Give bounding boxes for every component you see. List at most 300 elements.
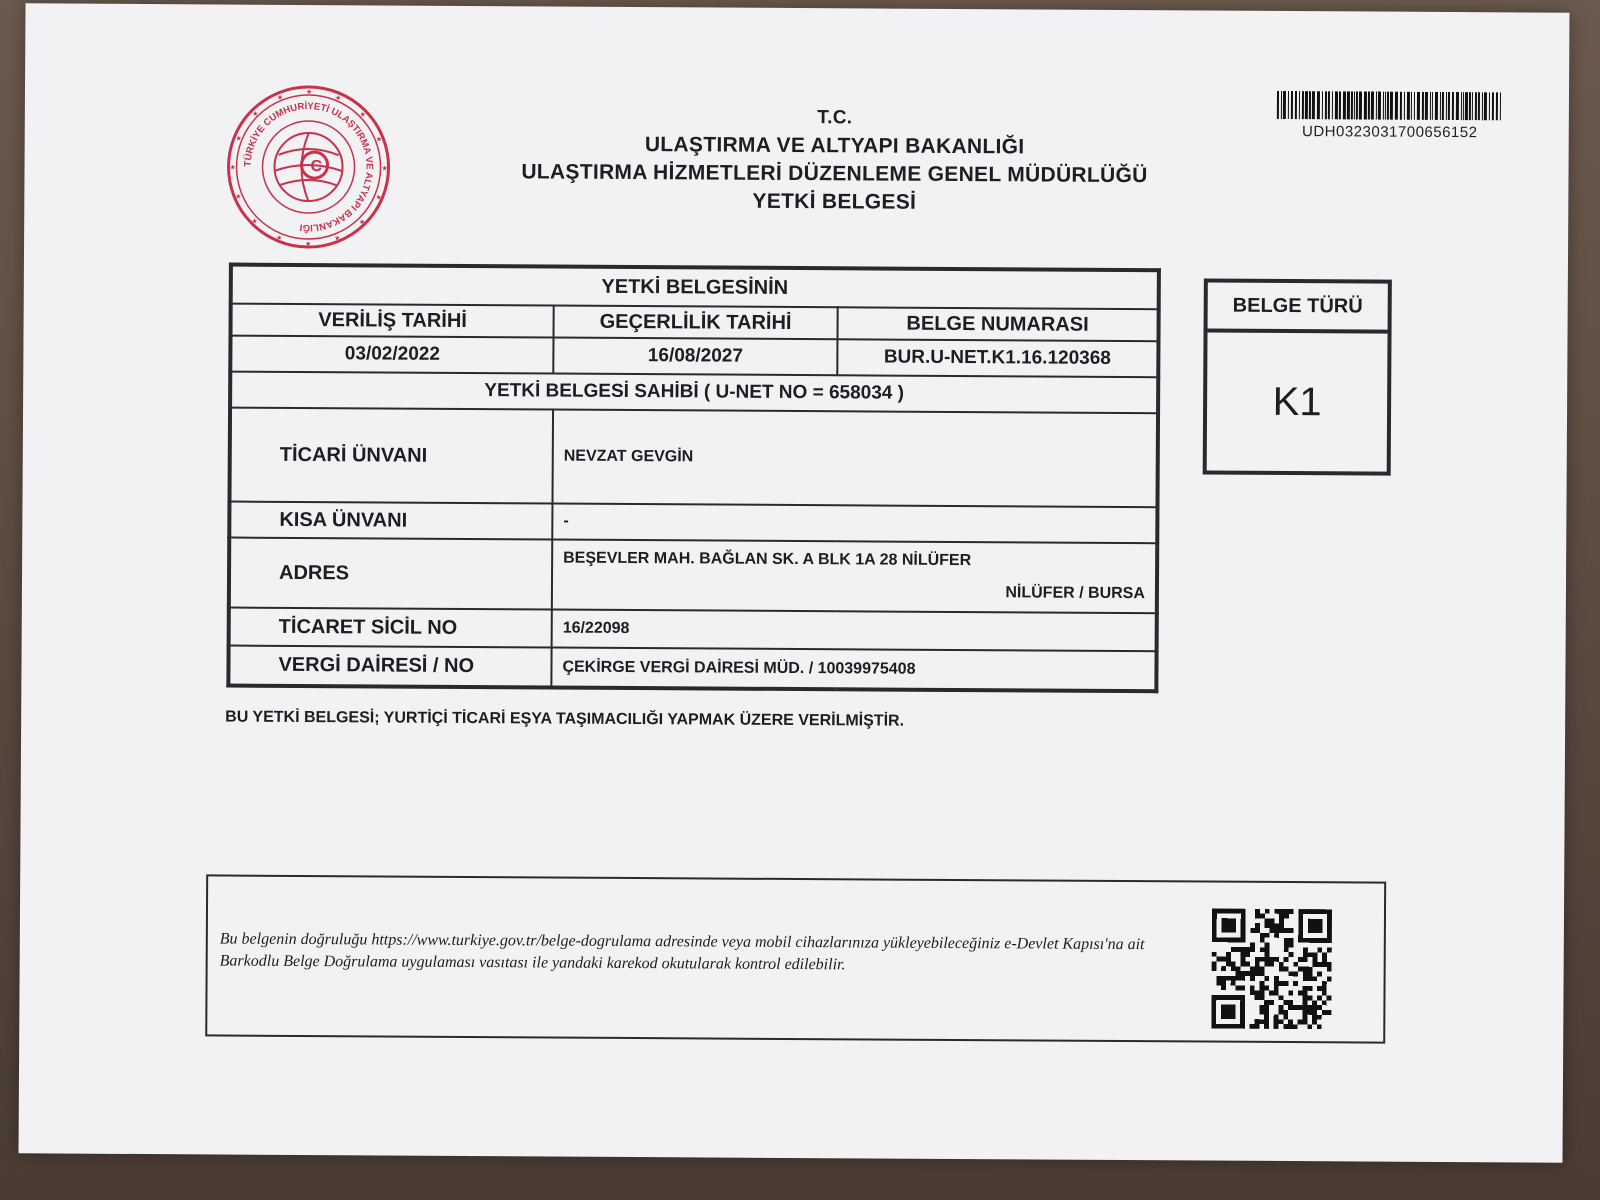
qr-module — [1264, 1000, 1269, 1005]
qr-module — [1303, 996, 1308, 1001]
qr-module — [1216, 981, 1221, 986]
qr-module — [1241, 947, 1246, 952]
barcode-bar — [1387, 92, 1389, 120]
qr-module — [1274, 957, 1279, 962]
qr-module — [1327, 962, 1332, 967]
qr-module — [1312, 1010, 1317, 1015]
barcode-bar — [1414, 92, 1415, 120]
qr-module — [1322, 1000, 1327, 1005]
barcode-bar — [1317, 91, 1320, 119]
qr-module — [1259, 1005, 1264, 1010]
qr-module — [1283, 1010, 1288, 1015]
qr-module — [1265, 923, 1270, 928]
barcode-bar — [1456, 92, 1459, 120]
trade-name-value: NEVZAT GEVGİN — [552, 410, 1158, 508]
qr-module — [1274, 976, 1279, 981]
qr-module — [1231, 961, 1236, 966]
qr-module — [1303, 1005, 1308, 1010]
barcode-bar — [1440, 92, 1441, 120]
qr-module — [1312, 1015, 1317, 1020]
qr-module — [1240, 962, 1245, 967]
header-directorate: ULAŞTIRMA HİZMETLERİ DÜZENLEME GENEL MÜDÜRLÜĞÜ — [521, 160, 1148, 188]
qr-module — [1245, 971, 1250, 976]
qr-module — [1312, 1005, 1317, 1010]
qr-module — [1260, 938, 1265, 943]
qr-module — [1274, 1024, 1279, 1029]
qr-module — [1231, 981, 1236, 986]
qr-module — [1303, 1010, 1308, 1015]
qr-module — [1245, 962, 1250, 967]
qr-module — [1274, 928, 1279, 933]
seal-star: ★ — [335, 94, 342, 103]
barcode-bar — [1404, 92, 1405, 120]
qr-module — [1274, 991, 1279, 996]
seal-star: ★ — [235, 135, 242, 143]
qr-module — [1293, 962, 1298, 967]
qr-code-icon[interactable] — [1211, 909, 1332, 1030]
seal-star: ★ — [381, 165, 388, 173]
barcode-bar — [1283, 91, 1286, 119]
doc-number: BUR.U-NET.K1.16.120368 — [837, 339, 1158, 377]
qr-module — [1317, 948, 1322, 953]
seal-star: ★ — [305, 241, 312, 249]
qr-module — [1221, 976, 1226, 981]
qr-module — [1270, 919, 1275, 924]
qr-module — [1284, 909, 1289, 914]
barcode-bar — [1461, 92, 1462, 120]
barcode-bar — [1312, 91, 1315, 119]
qr-module — [1289, 938, 1294, 943]
qr-module — [1303, 1015, 1308, 1020]
barcode-bar — [1356, 91, 1358, 119]
qr-module — [1312, 957, 1317, 962]
col-doc-number: BELGE NUMARASI — [837, 307, 1158, 341]
barcode-bar — [1335, 91, 1338, 119]
qr-module — [1274, 981, 1279, 986]
qr-module — [1250, 971, 1255, 976]
qr-module — [1255, 923, 1260, 928]
qr-module — [1327, 976, 1332, 981]
qr-module — [1260, 986, 1265, 991]
qr-module — [1250, 928, 1255, 933]
qr-module — [1236, 947, 1241, 952]
qr-module — [1322, 952, 1327, 957]
qr-module — [1317, 962, 1322, 967]
qr-module — [1264, 1024, 1269, 1029]
qr-module — [1264, 1005, 1269, 1010]
qr-module — [1274, 1015, 1279, 1020]
barcode-bar — [1496, 92, 1498, 120]
qr-module — [1255, 957, 1260, 962]
qr-module — [1317, 986, 1322, 991]
qr-module — [1307, 1024, 1312, 1029]
barcode-bar — [1425, 92, 1428, 120]
qr-module — [1298, 1019, 1303, 1024]
qr-module — [1255, 990, 1260, 995]
qr-module — [1308, 976, 1313, 981]
seal-star: ★ — [375, 136, 383, 144]
barcode-bar — [1500, 92, 1501, 120]
qr-module — [1303, 967, 1308, 972]
qr-module — [1289, 928, 1294, 933]
qr-module — [1298, 1005, 1303, 1010]
qr-module — [1303, 991, 1308, 996]
seal-center-mark: C — [310, 158, 323, 176]
barcode-bar — [1339, 91, 1341, 119]
qr-module — [1250, 990, 1255, 995]
barcode-bar — [1407, 92, 1410, 120]
qr-module — [1289, 943, 1294, 948]
qr-module — [1279, 914, 1284, 919]
qr-module — [1327, 996, 1332, 1001]
qr-module — [1260, 947, 1265, 952]
barcode-bar — [1277, 91, 1279, 119]
qr-module — [1269, 928, 1274, 933]
qr-module — [1283, 1015, 1288, 1020]
qr-module — [1221, 985, 1226, 990]
barcode-bar — [1432, 92, 1433, 120]
qr-module — [1303, 952, 1308, 957]
qr-module — [1279, 995, 1284, 1000]
barcode-bar — [1368, 91, 1370, 119]
qr-module — [1279, 1019, 1284, 1024]
qr-module — [1255, 914, 1260, 919]
address-line-2: NİLÜFER / BURSA — [1005, 584, 1145, 603]
scope-note: BU YETKİ BELGESİ; YURTİÇİ TİCARİ EŞYA TAŞIMACILIĞI YAPMAK ÜZERE VERİLMİŞTİR. — [225, 708, 905, 730]
qr-module — [1313, 952, 1318, 957]
document-paper — [19, 3, 1570, 1162]
qr-module — [1236, 976, 1241, 981]
qr-module — [1308, 952, 1313, 957]
barcode-bar — [1417, 92, 1420, 120]
qr-module — [1298, 967, 1303, 972]
barcode-bar — [1328, 91, 1330, 119]
qr-module — [1265, 933, 1270, 938]
table-title: YETKİ BELGESİNİN — [231, 265, 1159, 310]
barcode-bar — [1446, 92, 1447, 120]
qr-module — [1241, 952, 1246, 957]
qr-module — [1226, 957, 1231, 962]
qr-module — [1264, 962, 1269, 967]
qr-module — [1279, 923, 1284, 928]
qr-module — [1293, 971, 1298, 976]
barcode-bar — [1364, 91, 1367, 119]
qr-module — [1293, 1024, 1298, 1029]
barcode-bar — [1482, 92, 1483, 120]
qr-module — [1226, 952, 1231, 957]
qr-module — [1274, 909, 1279, 914]
barcode-bar — [1325, 91, 1327, 119]
tax-value: ÇEKİRGE VERGİ DAİRESİ MÜD. / 10039975408 — [551, 648, 1156, 692]
qr-module — [1264, 957, 1269, 962]
qr-module — [1307, 996, 1312, 1001]
seal-star: ★ — [359, 111, 366, 119]
qr-module — [1254, 1024, 1259, 1029]
qr-module — [1250, 942, 1255, 947]
qr-module — [1317, 996, 1322, 1001]
barcode-bars — [1275, 91, 1505, 122]
authorization-table — [226, 263, 1161, 694]
header-ministry: ULAŞTIRMA VE ALTYAPI BAKANLIĞI — [644, 133, 1025, 159]
qr-module — [1317, 1024, 1322, 1029]
qr-module — [1265, 918, 1270, 923]
barcode-bar — [1383, 92, 1384, 120]
qr-module — [1283, 1000, 1288, 1005]
barcode-bar — [1347, 91, 1350, 119]
barcode-bar — [1332, 91, 1333, 119]
seal-star: ★ — [375, 194, 382, 202]
qr-module — [1284, 914, 1289, 919]
qr-module — [1240, 971, 1245, 976]
qr-module — [1270, 923, 1275, 928]
barcode-bar — [1452, 92, 1454, 120]
qr-module — [1269, 991, 1274, 996]
header-doc-title: YETKİ BELGESİ — [752, 189, 917, 214]
qr-module — [1289, 909, 1294, 914]
verification-text: Bu belgenin doğruluğu https://www.turkiye.gov.tr/belge-dogrulama adresinde veya mobil cihazlarınıza yükleyebileceğiniz e-Devlet Kapısı'na ait Barkodlu Belge Doğrulama uygulaması vasıtası ile yandaki karekod okutularak kontrol edilebilir. — [219, 930, 1145, 974]
seal-star: ★ — [275, 235, 283, 243]
qr-module — [1279, 919, 1284, 924]
barcode-bar — [1376, 92, 1377, 120]
qr-module — [1240, 986, 1245, 991]
qr-module — [1265, 942, 1270, 947]
qr-module — [1226, 976, 1231, 981]
qr-module — [1250, 966, 1255, 971]
barcode-bar — [1395, 92, 1398, 120]
barcode-number: UDH0323031700656152 — [1301, 123, 1478, 142]
col-validity-date: GEÇERLİLİK TARİHİ — [553, 306, 837, 340]
qr-module — [1255, 962, 1260, 967]
qr-module — [1298, 957, 1303, 962]
seal-ring-text: TÜRKİYE CUMHURİYETİ ULAŞTIRMA VE ALTYAPI BAKANLIĞI — [242, 100, 375, 234]
qr-module — [1264, 1014, 1269, 1019]
qr-module — [1264, 986, 1269, 991]
barcode-bar — [1322, 91, 1323, 119]
qr-module — [1308, 972, 1313, 977]
qr-module — [1322, 981, 1327, 986]
qr-module — [1245, 947, 1250, 952]
barcode-bar — [1472, 92, 1473, 120]
qr-module — [1212, 952, 1217, 957]
qr-module — [1279, 928, 1284, 933]
qr-module — [1312, 976, 1317, 981]
barcode-bar — [1492, 92, 1494, 120]
seal-star: ★ — [235, 193, 242, 201]
short-name-value: - — [552, 504, 1157, 544]
qr-module — [1307, 1010, 1312, 1015]
barcode-bar — [1378, 92, 1381, 120]
barcode-bar — [1478, 92, 1480, 120]
qr-module — [1322, 957, 1327, 962]
barcode-bar — [1359, 91, 1362, 119]
barcode-bar — [1354, 91, 1355, 119]
seal-star: ★ — [334, 235, 341, 243]
qr-module — [1221, 1005, 1235, 1019]
col-issue-date: VERİLİŞ TARİHİ — [231, 304, 554, 338]
qr-module — [1250, 986, 1255, 991]
barcode-bar — [1305, 91, 1308, 119]
qr-module — [1259, 1010, 1264, 1015]
issue-date: 03/02/2022 — [230, 336, 553, 374]
qr-module — [1308, 919, 1322, 933]
ministry-seal-logo — [224, 83, 393, 252]
qr-module — [1240, 976, 1245, 981]
qr-module — [1245, 952, 1250, 957]
qr-module — [1264, 1019, 1269, 1024]
qr-module — [1236, 986, 1241, 991]
qr-module — [1284, 943, 1289, 948]
barcode-bar — [1302, 91, 1304, 119]
qr-module — [1265, 952, 1270, 957]
tax-label: VERGİ DAİRESİ / NO — [228, 646, 551, 688]
qr-module — [1260, 933, 1265, 938]
qr-module — [1269, 1000, 1274, 1005]
registry-label: TİCARET SİCİL NO — [229, 608, 552, 648]
qr-module — [1303, 948, 1308, 953]
qr-module — [1274, 1019, 1279, 1024]
qr-module — [1255, 971, 1260, 976]
qr-module — [1269, 962, 1274, 967]
qr-module — [1317, 1005, 1322, 1010]
qr-module — [1288, 971, 1293, 976]
address-label: ADRES — [229, 538, 552, 610]
qr-module — [1231, 976, 1236, 981]
document-type-box — [1203, 278, 1392, 475]
barcode-bar — [1422, 92, 1424, 120]
qr-module — [1288, 1024, 1293, 1029]
qr-module — [1327, 967, 1332, 972]
barcode-bar — [1400, 92, 1402, 120]
qr-module — [1288, 1005, 1293, 1010]
qr-module — [1259, 1019, 1264, 1024]
seal-star: ★ — [276, 94, 284, 102]
qr-module — [1260, 914, 1265, 919]
barcode-bar — [1295, 91, 1297, 119]
qr-module — [1221, 957, 1226, 962]
qr-module — [1283, 1024, 1288, 1029]
qr-module — [1250, 947, 1255, 952]
qr-module — [1327, 948, 1332, 953]
header-tc: T.C. — [817, 107, 853, 129]
barcode-bar — [1288, 91, 1289, 119]
qr-module — [1274, 923, 1279, 928]
trade-name-label: TİCARİ ÜNVANI — [229, 408, 553, 504]
qr-module — [1265, 909, 1270, 914]
qr-module — [1303, 972, 1308, 977]
barcode-bar — [1469, 92, 1471, 120]
qr-module — [1317, 1015, 1322, 1020]
qr-module — [1312, 1000, 1317, 1005]
barcode-bar — [1448, 92, 1450, 120]
qr-module — [1288, 1000, 1293, 1005]
qr-module — [1250, 1024, 1255, 1029]
seal-star: ★ — [252, 110, 259, 118]
document-type-label: BELGE TÜRÜ — [1208, 283, 1388, 334]
barcode-bar — [1351, 91, 1353, 119]
qr-module — [1322, 986, 1327, 991]
barcode-bar — [1442, 92, 1444, 120]
qr-module — [1260, 957, 1265, 962]
qr-module — [1259, 995, 1264, 1000]
qr-module — [1260, 966, 1265, 971]
qr-module — [1284, 957, 1289, 962]
barcode-bar — [1435, 92, 1438, 120]
barcode-bar — [1430, 92, 1431, 120]
qr-module — [1255, 928, 1260, 933]
qr-module — [1279, 981, 1284, 986]
qr-module — [1303, 1000, 1308, 1005]
barcode-bar — [1390, 92, 1393, 120]
validity-date: 16/08/2027 — [553, 338, 837, 376]
qr-module — [1212, 961, 1217, 966]
qr-module — [1236, 971, 1241, 976]
qr-module — [1265, 947, 1270, 952]
qr-module — [1317, 972, 1322, 977]
qr-module — [1293, 981, 1298, 986]
barcode-bar — [1475, 92, 1477, 120]
qr-module — [1279, 909, 1284, 914]
qr-module — [1322, 962, 1327, 967]
registry-value: 16/22098 — [552, 610, 1157, 652]
qr-module — [1312, 962, 1317, 967]
owner-heading: YETKİ BELGESİ SAHİBİ ( U-NET NO = 658034 ) — [230, 372, 1158, 414]
qr-module — [1288, 991, 1293, 996]
qr-module — [1279, 1010, 1284, 1015]
qr-module — [1284, 967, 1289, 972]
qr-module — [1303, 1020, 1308, 1025]
qr-module — [1255, 1019, 1260, 1024]
qr-module — [1298, 991, 1303, 996]
qr-module — [1260, 981, 1265, 986]
barcode-bar — [1484, 92, 1487, 120]
qr-module — [1279, 962, 1284, 967]
qr-module — [1255, 966, 1260, 971]
qr-module — [1274, 986, 1279, 991]
qr-module — [1284, 928, 1289, 933]
barcode-bar — [1299, 91, 1300, 119]
qr-module — [1231, 947, 1236, 952]
qr-module — [1322, 1010, 1327, 1015]
address-line-1: BEŞEVLER MAH. BAĞLAN SK. A BLK 1A 28 NİLÜFER — [563, 549, 972, 570]
barcode-bar — [1343, 91, 1346, 119]
qr-module — [1259, 990, 1264, 995]
qr-module — [1221, 981, 1226, 986]
qr-module — [1303, 986, 1308, 991]
barcode — [1275, 91, 1505, 141]
seal-star: ★ — [305, 89, 313, 97]
address-value — [552, 540, 1157, 614]
qr-module — [1303, 976, 1308, 981]
qr-module — [1312, 1020, 1317, 1025]
qr-module — [1308, 967, 1313, 972]
qr-module — [1212, 966, 1217, 971]
qr-module — [1274, 933, 1279, 938]
qr-module — [1221, 918, 1235, 932]
short-name-label: KISA ÜNVANI — [229, 502, 552, 540]
barcode-bar — [1309, 91, 1311, 119]
qr-module — [1284, 947, 1289, 952]
qr-module — [1216, 957, 1221, 962]
qr-module — [1288, 1019, 1293, 1024]
qr-module — [1308, 986, 1313, 991]
document-type-value: K1 — [1272, 379, 1322, 425]
qr-module — [1284, 938, 1289, 943]
document-header — [484, 102, 1185, 218]
qr-module — [1269, 957, 1274, 962]
qr-module — [1250, 976, 1255, 981]
qr-module — [1226, 961, 1231, 966]
barcode-bar — [1489, 92, 1490, 120]
